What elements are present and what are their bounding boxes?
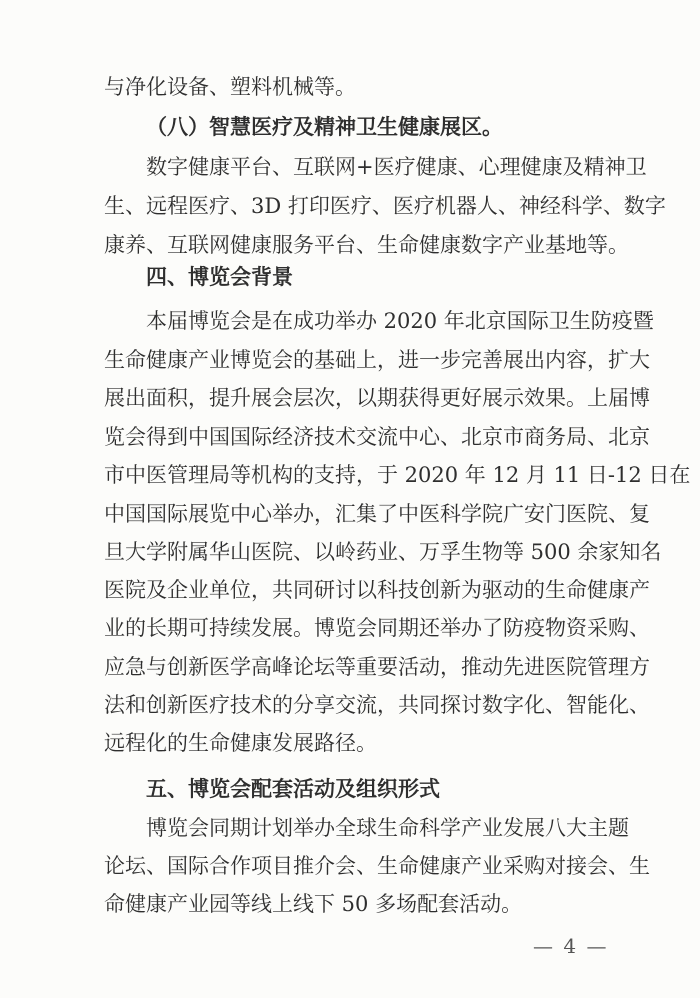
page-number: — 4 — xyxy=(533,934,609,958)
text-line: 与净化设备、塑料机械等。 xyxy=(104,75,356,99)
text-line: 本届博览会是在成功举办 2020 年北京国际卫生防疫暨 xyxy=(146,309,654,333)
text-line: 命健康产业园等线上线下 50 多场配套活动。 xyxy=(104,892,523,916)
text-line: 业的长期可持续发展。博览会同期还举办了防疫物资采购、 xyxy=(104,616,650,640)
text-line: 康养、互联网健康服务平台、生命健康数字产业基地等。 xyxy=(104,233,629,257)
text-line: 数字健康平台、互联网+医疗健康、心理健康及精神卫 xyxy=(146,155,647,179)
text-line: 应急与创新医学高峰论坛等重要活动，推动先进医院管理方 xyxy=(104,655,650,679)
text-line: 博览会同期计划举办全球生命科学产业发展八大主题 xyxy=(146,816,629,840)
text-line: 生、远程医疗、3D 打印医疗、医疗机器人、神经科学、数字 xyxy=(104,194,666,218)
text-line: 中国国际展览中心举办，汇集了中医科学院广安门医院、复 xyxy=(104,502,650,526)
text-line: 旦大学附属华山医院、以岭药业、万孚生物等 500 余家知名 xyxy=(104,540,662,564)
text-line: 医院及企业单位，共同研讨以科技创新为驱动的生命健康产 xyxy=(104,578,650,602)
text-line: 远程化的生命健康发展路径。 xyxy=(104,731,377,755)
text-line: 论坛、国际合作项目推介会、生命健康产业采购对接会、生 xyxy=(104,854,650,878)
text-line: 展出面积，提升展会层次，以期获得更好展示效果。上届博 xyxy=(104,386,650,410)
section-heading: （八）智慧医疗及精神卫生健康展区。 xyxy=(146,115,503,139)
section-heading: 五、博览会配套活动及组织形式 xyxy=(146,777,440,801)
text-line: 市中医管理局等机构的支持，于 2020 年 12 月 11 日-12 日在 xyxy=(104,463,691,487)
section-heading: 四、博览会背景 xyxy=(146,265,293,289)
text-line: 法和创新医疗技术的分享交流，共同探讨数字化、智能化、 xyxy=(104,693,650,717)
text-line: 览会得到中国国际经济技术交流中心、北京市商务局、北京 xyxy=(104,425,650,449)
text-line: 生命健康产业博览会的基础上，进一步完善展出内容，扩大 xyxy=(104,348,650,372)
